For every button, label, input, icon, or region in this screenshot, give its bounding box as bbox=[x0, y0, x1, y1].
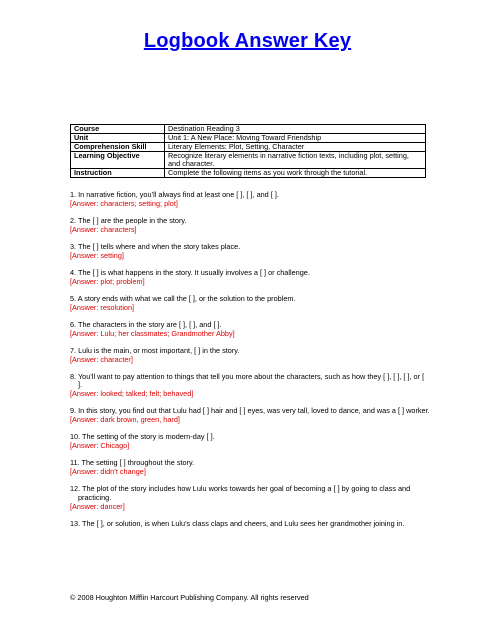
info-value: Complete the following items as you work through the tutorial. bbox=[165, 169, 426, 178]
info-table bbox=[70, 124, 426, 178]
answer-text: [Answer: looked; talked; felt; behaved] bbox=[70, 389, 194, 399]
question-list bbox=[70, 191, 430, 537]
question-item bbox=[70, 191, 430, 208]
question-text: 4. The [ ] is what happens in the story. It usually involves a [ ] or challenge. bbox=[70, 267, 310, 277]
question-text: 6. The characters in the story are [ ], [ ], and [ ]. bbox=[70, 319, 222, 329]
question-item bbox=[70, 373, 430, 399]
question-text: 3. The [ ] tells where and when the story takes place. bbox=[70, 241, 241, 251]
question-item bbox=[70, 295, 430, 312]
info-row bbox=[71, 152, 426, 169]
question-item bbox=[70, 407, 430, 424]
answer-text: [Answer: character] bbox=[70, 354, 133, 364]
answer-text: [Answer: setting] bbox=[70, 250, 124, 260]
answer-text: [Answer: didn’t change] bbox=[70, 467, 146, 477]
info-label: Instruction bbox=[71, 169, 165, 178]
answer-text: [Answer: characters; setting; plot] bbox=[70, 198, 178, 208]
question-text: 8. You’ll want to pay attention to things that tell you more about the characters, such as how they [ ], [ ], [ ], or [ ]. bbox=[70, 371, 425, 390]
question-text: 5. A story ends with what we call the [ ], or the solution to the problem. bbox=[70, 293, 296, 303]
question-item bbox=[70, 321, 430, 338]
question-item bbox=[70, 485, 430, 511]
info-row bbox=[71, 169, 426, 178]
question-text: 9. In this story, you find out that Lulu had [ ] hair and [ ] eyes, was very tall, loved to dance, and was a [ ] worker. bbox=[70, 406, 430, 416]
info-value: Recognize literary elements in narrative fiction texts, including plot, setting, and character. bbox=[165, 152, 426, 169]
question-item bbox=[70, 347, 430, 364]
answer-text: [Answer: resolution] bbox=[70, 302, 135, 312]
answer-text: [Answer: dark brown, green, hard] bbox=[70, 415, 180, 425]
info-label: Course bbox=[71, 125, 165, 134]
info-label: Comprehension Skill bbox=[71, 143, 165, 152]
answer-text: [Answer: Chicago] bbox=[70, 441, 130, 451]
info-label: Learning Objective bbox=[71, 152, 165, 169]
answer-text: [Answer: characters] bbox=[70, 224, 137, 234]
question-item bbox=[70, 520, 430, 529]
question-text: 13. The [ ], or solution, is when Lulu’s class claps and cheers, and Lulu sees her grandmother joining in. bbox=[70, 519, 405, 528]
info-value: Destination Reading 3 bbox=[165, 125, 426, 134]
info-value: Literary Elements: Plot, Setting, Character bbox=[165, 143, 426, 152]
question-item bbox=[70, 217, 430, 234]
question-text: 1. In narrative fiction, you’ll always find at least one [ ], [ ], and [ ]. bbox=[70, 190, 279, 199]
question-text: 7. Lulu is the main, or most important, [ ] in the story. bbox=[70, 345, 240, 355]
answer-text: [Answer: dancer] bbox=[70, 501, 125, 511]
info-label: Unit bbox=[71, 134, 165, 143]
question-item bbox=[70, 433, 430, 450]
page-title: Logbook Answer Key bbox=[143, 30, 352, 52]
question-text: 2. The [ ] are the people in the story. bbox=[70, 215, 187, 225]
answer-text: [Answer: Lulu; her classmates; Grandmother Abby] bbox=[70, 328, 235, 338]
question-text: 11. The setting [ ] throughout the story. bbox=[70, 458, 195, 468]
question-item bbox=[70, 459, 430, 476]
question-text: 10. The setting of the story is modern-day [ ]. bbox=[70, 432, 215, 442]
answer-text: [Answer: plot; problem] bbox=[70, 276, 145, 286]
copyright-footer: © 2008 Houghton Mifflin Harcourt Publishing Company. All rights reserved bbox=[70, 593, 309, 602]
question-text: 12. The plot of the story includes how Lulu works towards her goal of becoming a [ ] by going to class and practicing. bbox=[70, 484, 411, 503]
question-item bbox=[70, 269, 430, 286]
question-item bbox=[70, 243, 430, 260]
info-value: Unit 1: A New Place: Moving Toward Friendship bbox=[165, 134, 426, 143]
